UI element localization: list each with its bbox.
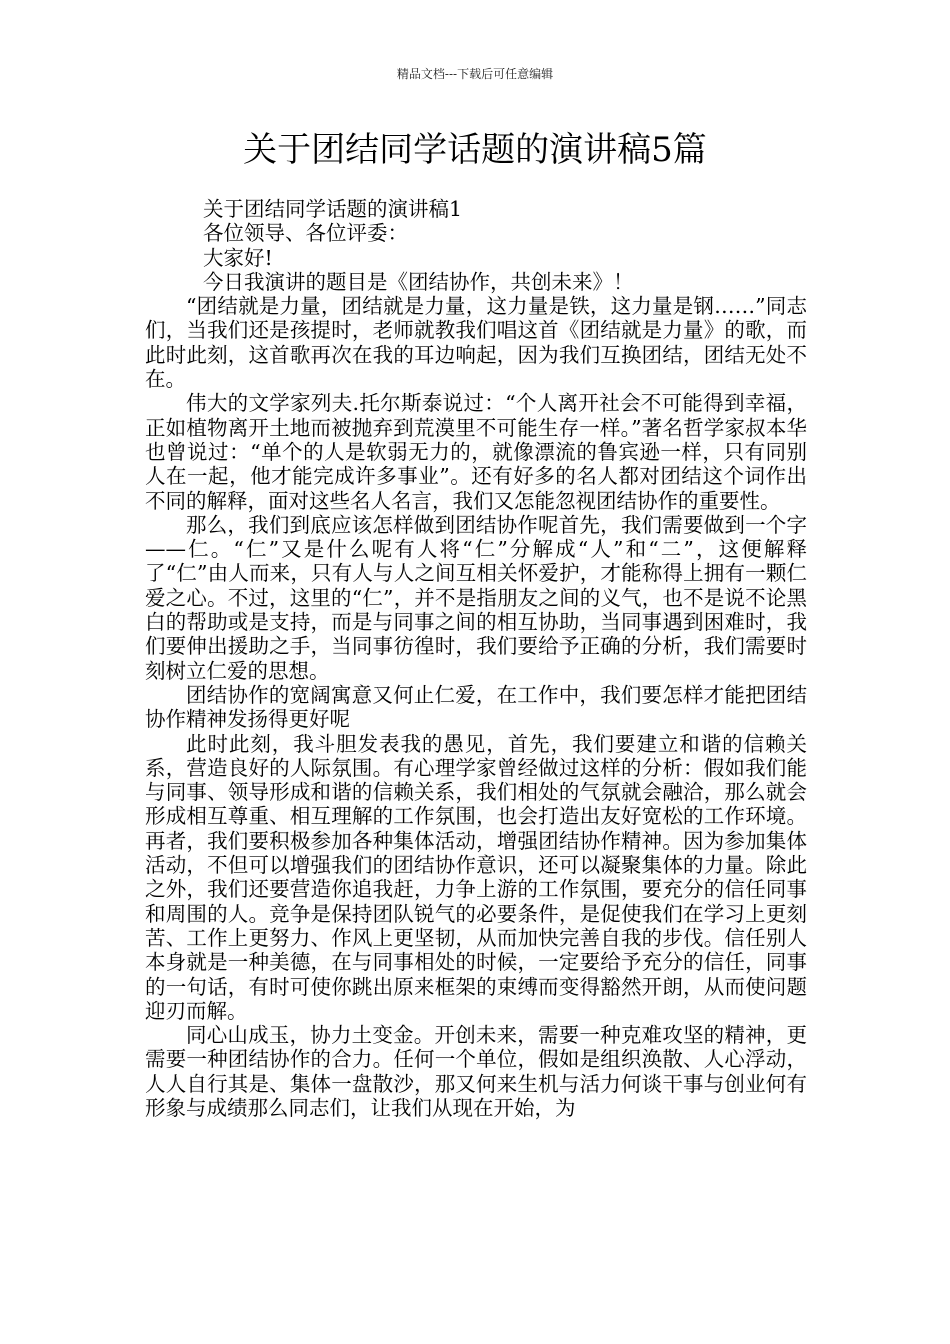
paragraph: “团结就是力量，团结就是力量，这力量是铁，这力量是钢……”同志们，当我们还是孩提时，老师就教我们唱这首《团结就是力量》的歌，而此时此刻，这首歌再次在我的耳边响起，因为我们互换团结，团结无处不在。 — [145, 294, 807, 392]
document-title: 关于团结同学话题的演讲稿5篇 — [243, 130, 707, 170]
speech-heading: 关于团结同学话题的演讲稿1 — [203, 197, 463, 221]
paragraph: 那么，我们到底应该怎样做到团结协作呢首先，我们需要做到一个字——仁。“仁”又是什么呢有人将“仁”分解成“人”和“二”，这便解释了“仁”由人而来，只有人与人之间互相关怀爱护，才能称得上拥有一颗仁爱之心。不过，这里的“仁”，并不是指朋友之间的义气，也不是说不论黑白的帮助或是支持，而是与同事之间的相互协助，当同事遇到困难时，我们要伸出援助之手，当同事彷徨时，我们要给予正确的分析，我们需要时刻树立仁爱的思想。 — [145, 512, 807, 683]
document-body — [145, 197, 807, 1120]
salutation: 各位领导、各位评委： — [203, 221, 408, 246]
topic-line: 今日我演讲的题目是《团结协作，共创未来》！ — [203, 269, 634, 294]
header-note: 精品文档---下载后可任意编辑 — [396, 67, 554, 81]
greeting: 大家好! — [203, 245, 273, 270]
paragraph: 团结协作的宽阔寓意又何止仁爱，在工作中，我们要怎样才能把团结协作精神发扬得更好呢 — [145, 682, 807, 732]
paragraph: 伟大的文学家列夫.托尔斯泰说过：“个人离开社会不可能得到幸福，正如植物离开土地而被抛弃到荒漠里不可能生存一样。”著名哲学家叔本华也曾说过：“单个的人是软弱无力的，就像漂流的鲁宾逊一样，只有同别人在一起，他才能完成许多事业”。还有好多的名人都对团结这个词作出不同的解释，面对这些名人名言，我们又怎能忽视团结协作的重要性。 — [145, 391, 807, 513]
paragraph: 此时此刻，我斗胆发表我的愚见，首先，我们要建立和谐的信赖关系，营造良好的人际氛围。有心理学家曾经做过这样的分析：假如我们能与同事、领导形成和谐的信赖关系，我们相处的气氛就会融洽，那么就会形成相互尊重、相互理解的工作氛围，也会打造出友好宽松的工作环境。再者，我们要积极参加各种集体活动，增强团结协作精神。因为参加集体活动，不但可以增强我们的团结协作意识，还可以凝聚集体的力量。除此之外，我们还要营造你追我赶，力争上游的工作氛围，要充分的信任同事和周围的人。竞争是保持团队锐气的必要条件，是促使我们在学习上更刻苦、工作上更努力、作风上更坚韧，从而加快完善自我的步伐。信任别人本身就是一种美德，在与同事相处的时候，一定要给予充分的信任，同事的一句话，有时可使你跳出原来框架的束缚而变得豁然开朗，从而使问题迎刃而解。 — [145, 731, 807, 1023]
paragraph: 同心山成玉，协力土变金。开创未来，需要一种克难攻坚的精神，更需要一种团结协作的合力。任何一个单位，假如是组织涣散、人心浮动，人人自行其是、集体一盘散沙，那又何来生机与活力何谈干事与创业何有形象与成绩那么同志们，让我们从现在开始，为 — [145, 1023, 807, 1120]
